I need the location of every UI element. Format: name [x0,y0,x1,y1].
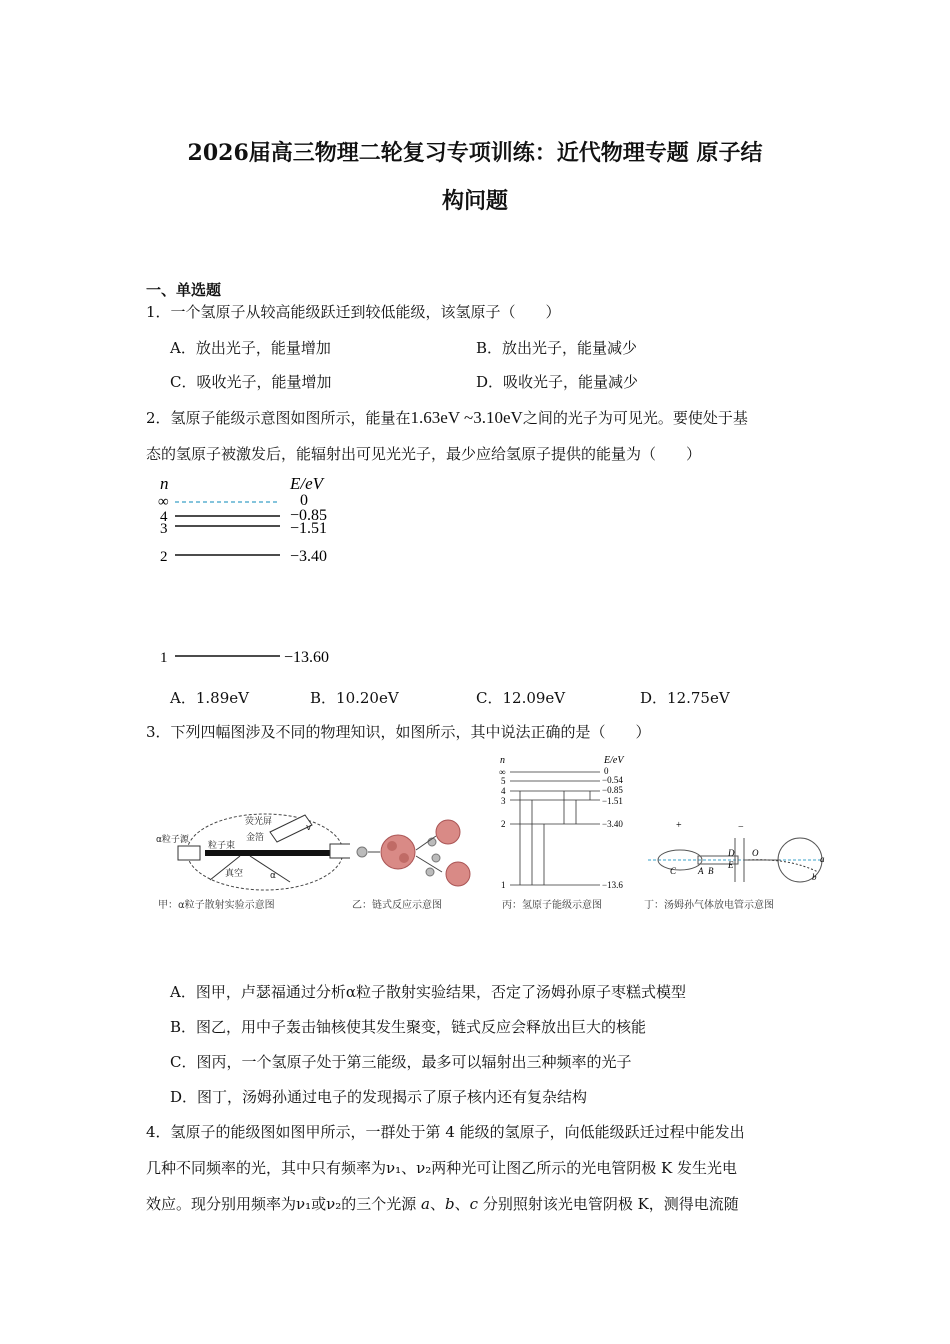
jia-caption: 甲：α粒子散射实验示意图 [158,900,275,911]
q4-source-c: c [469,1195,479,1213]
q2-level-e-4: −0.85 [290,507,328,524]
q2-option-c[interactable]: C．12.09eV [476,689,566,707]
yi-neutron-out-2 [432,854,440,862]
q2-e-label: E/eV [290,474,324,493]
bing-n-2: 2 [501,819,506,829]
jia-source-box [178,846,200,860]
q2-level-e-1: −13.60 [284,649,330,666]
q2-level-n-inf: ∞ [158,494,169,510]
q3-figure-bing [496,752,636,920]
bing-e-label: E/eV [604,755,624,766]
jia-label-alpha: α [270,871,276,881]
bing-n-5: 5 [501,776,506,786]
q2-option-a[interactable]: A．1.89eV [170,689,249,707]
bing-e-inf: 0 [604,766,609,776]
q2-level-n-4: 4 [160,509,168,525]
q2-level-e-3: −1.51 [290,520,328,537]
ding-label-a: A [698,866,704,876]
bing-n-1: 1 [501,880,506,890]
q3-stem: 3．下列四幅图涉及不同的物理知识，如图所示，其中说法正确的是（ ） [146,723,651,741]
yi-nucleon-2 [399,853,409,863]
q2-stem-math: 1.63eV ~3.10eV [410,408,523,427]
q3-option-d[interactable]: D．图丁，汤姆孙通过电子的发现揭示了原子核内还有复杂结构 [170,1088,588,1106]
bing-e-5: −0.54 [602,775,623,785]
jia-screen-tube [330,844,350,858]
q2-stem-pre: 2．氢原子能级示意图如图所示，能量在 [146,409,411,427]
ding-deflected-path [748,860,818,872]
q4-line3 [146,1194,739,1214]
q2-level-n-2: 2 [160,549,168,565]
q4-line2: 几种不同频率的光，其中只有频率为ν₁、ν₂两种光可让图乙所示的光电管阴极 K 发生光电 [146,1159,738,1177]
q2-stem [146,408,748,428]
ding-label-c: C [670,866,677,876]
ding-label-e: E [728,860,734,870]
ding-label-plus: + [676,820,682,831]
bing-n-inf: ∞ [499,767,506,777]
ding-caption: 丁：汤姆孙气体放电管示意图 [644,900,774,911]
q2-stem-line2: 态的氢原子被激发后，能辐射出可见光光子，最少应给氢原子提供的能量为（ ） [146,445,702,463]
section-heading: 一、单选题 [146,281,222,299]
bing-e-2: −3.40 [602,819,623,829]
q2-level-n-3: 3 [160,521,168,537]
bing-n-4: 4 [501,786,506,796]
q2-option-d[interactable]: D．12.75eV [640,689,730,707]
yi-neutron [357,847,367,857]
jia-label-screen: 荧光屏 [245,817,273,827]
q4-source-a: a [421,1195,430,1213]
q2-n-label: n [160,474,169,493]
q4-line3-post: 分别照射该光电管阴极 K，测得电流随 [478,1195,739,1213]
q3-option-c[interactable]: C．图丙，一个氢原子处于第三能级，最多可以辐射出三种频率的光子 [170,1053,632,1071]
q3-figure-jia [150,810,350,920]
q3-figure-yi [352,810,482,920]
q3-option-b[interactable]: B．图乙，用中子轰击铀核使其发生聚变，链式反应会释放出巨大的核能 [170,1018,647,1036]
q3-option-a[interactable]: A．图甲，卢瑟福通过分析α粒子散射实验结果，否定了汤姆孙原子枣糕式模型 [170,983,686,1001]
ding-label-pa: a [820,854,825,864]
q1-option-b[interactable]: B．放出光子，能量减少 [476,339,638,357]
q3-figure-ding [640,810,835,920]
jia-label-v: v [306,823,312,833]
q1-stem: 1．一个氢原子从较高能级跃迁到较低能级，该氢原子（ ） [146,303,561,321]
jia-label-beam: 粒子束 [208,841,236,851]
q2-energy-level-diagram [150,472,370,672]
q2-level-e-2: −3.40 [290,548,328,565]
bing-e-1: −13.6 [602,880,623,890]
bing-n-label: n [500,755,505,766]
ding-label-d: D [728,848,735,858]
q2-level-n-1: 1 [160,650,168,666]
q1-option-d[interactable]: D．吸收光子，能量减少 [476,373,639,391]
ding-label-o: O [752,848,759,858]
jia-label-source: α粒子源 [156,835,189,845]
jia-label-foil: 金箔 [246,833,265,843]
q4-line3-pre: 效应。现分别用频率为ν₁或ν₂的三个光源 [146,1195,422,1213]
yi-uranium-nucleus [381,835,415,869]
ding-label-pb: b [812,872,817,882]
bing-e-3: −1.51 [602,796,623,806]
q1-option-a[interactable]: A．放出光子，能量增加 [170,339,331,357]
yi-caption: 乙：链式反应示意图 [352,900,442,911]
page-title-line2: 构问题 [441,188,508,214]
yi-nucleon-1 [387,841,397,851]
q2-option-b[interactable]: B．10.20eV [310,689,399,707]
page-title-line1: 2026届高三物理二轮复习专项训练：近代物理专题 原子结 [187,140,763,166]
bing-caption: 丙：氢原子能级示意图 [502,900,602,911]
q2-level-e-inf: 0 [300,492,308,509]
jia-label-vacuum: 真空 [225,869,244,879]
q2-stem-post: 之间的光子为可见光。要使处于基 [522,409,748,427]
q4-sep-2: 、 [454,1195,470,1213]
q4-sep-1: 、 [430,1195,446,1213]
q4-source-b: b [445,1195,455,1213]
yi-fragment-1 [436,820,460,844]
yi-fragment-2 [446,862,470,886]
bing-n-3: 3 [501,796,506,806]
yi-neutron-out-3 [426,868,434,876]
ding-label-minus: − [738,822,744,833]
bing-e-4: −0.85 [602,785,623,795]
q1-option-c[interactable]: C．吸收光子，能量增加 [170,373,332,391]
ding-label-b: B [708,866,714,876]
q4-line1: 4．氢原子的能级图如图甲所示，一群处于第 4 能级的氢原子，向低能级跃迁过程中能发出 [146,1123,745,1141]
